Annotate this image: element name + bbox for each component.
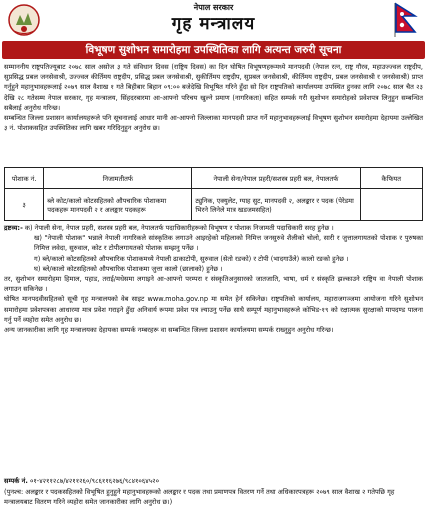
ministry-title: गृह मन्त्रालय xyxy=(171,14,256,34)
contact-line xyxy=(4,476,423,486)
table-header-remarks: कैफियत xyxy=(360,168,422,189)
notice-paragraph-1: सम्माननीय राष्ट्रपतिज्यूबाट २०७८ साल असोज ३ गते संविधान दिवस (राष्ट्रिय दिवस) का दिन घोषित विभूषणहरूमध्ये मानपदवी (नेपाल रत्न, राष्ट्र गौरव, महाउज्ज्वल राष्ट्रदीप, सुप्रसिद्ध प्रबल जनसेवाश्री, उज्ज्वल कीर्तिमय राष्ट्रदीप, प्रसिद्ध प्रबल जनसेवाश्री, सुकीर्तिमय राष्ट्रदीप, सुप्रबल जनसेवाश्री, कीर्तिमय राष्ट्रदीप, प्रबल जनसेवाश्री र जनसेवाश्री) प्राप्त गर्नुहुने महानुभावहरूलाई २०७९ साल वैशाख १ गते बिहीबार बिहान ०९:०० बजेदेखि विभूषित गरिने हुँदा सो दिन राष्ट्रपतिको कार्यालयमा उपस्थित हुनका लागि २०७८ साल चैत २३ देखि २८ गतेसम्म नेपाल सरकार, गृह मन्त्रालय, सिंहदरबारमा आ-आफ्नो परिचय खुल्ने प्रमाण (नागरिकता) सहित सम्पर्क गरी सुशोभन समारोहको प्रवेशपत्र लिनुहुन सम्बन्धित सबैलाई अनुरोध गरिन्छ। xyxy=(4,63,423,112)
notice-banner: विभूषण सुशोभन समारोहमा उपस्थितिका लागि अत्यन्त जरुरी सूचना xyxy=(2,41,425,59)
table-header-security-forces: नेपाली सेना/नेपाल प्रहरी/सशस्त्र प्रहरी बल, नेपालतर्फ xyxy=(192,168,360,189)
table-row xyxy=(5,189,423,221)
table-header-row xyxy=(5,168,423,189)
notice-paragraph-2: सम्बन्धित जिल्ला प्रशासन कार्यालयहरूले पनि सूचनालाई आधार मानी आ-आफ्नो जिल्लाका मानपदवी प्राप्त गर्ने महानुभावहरूलाई विभूषण सुशोभन समारोहमा देहायमा उल्लेखित ३ नं. पोशाकसहित उपस्थितिका लागि खबर गरिदिनुहुन अनुरोध छ। xyxy=(4,114,423,133)
note-item xyxy=(4,325,423,335)
contact-numbers: ०१-४२११२८७/४२११२६०/९८६११६२७६/९८४१०६४५२० xyxy=(29,477,160,485)
contact-label: सम्पर्क नं. xyxy=(4,477,28,485)
note-item xyxy=(4,254,423,264)
table-header-civil: निजामतीतर्फ xyxy=(44,168,192,189)
note-label: द्रष्टव्य:- xyxy=(4,224,23,232)
note-item xyxy=(4,274,423,294)
header xyxy=(0,0,427,40)
note-text: घोषित मानपदवीसहितको सूची गृह मन्त्रालयको वेब साइट www.moha.gov.np मा समेत हेर्न सकिनेछ। राष्ट्रपतिको कार्यालय, महाराजगञ्जमा आयोजना गरिने सुशोभन समारोहमा प्रवेशपत्रका आधारमा मात्र प्रवेश गराइने हुँदा अनिवार्य रूपमा प्रवेश पत्र ल्याउनु पर्नेछ साथै सम्पूर्ण महानुभावहरूले कोभिड-१९ को रक्षात्मक सुरक्षाको मापदण्ड पालना गर्नु पर्ने व्यहोरा समेत अनुरोध छ। xyxy=(4,295,423,324)
note-item xyxy=(4,233,423,253)
note-text: घ) ब्ले/कालो कोटसहितको औपचारिक पोशाकमा जुत्ता कालो (छालाको) हुनेछ । xyxy=(34,264,223,273)
note-text: ग) ब्ले/कालो कोटसहितको औपचारिक पोशाकमध्ये नेपाली ढाकाटोपी, सुरुवाल (सेतो रङको) र टोपी (भादगाउँले) कालो रङको हुनेछ । xyxy=(34,254,349,263)
table-cell-civil: ब्ले कोट/कालो कोटसहितको औपचारिक पोशाकमा पदकहरू मानपदवी २ र अलङ्कार पदकहरू xyxy=(44,189,192,221)
table-cell-security-forces: ट्युनिक, एक्युलेट, ग्याह सुट, मानपदवी २, अलङ्कार र पदक (पेरेडमा भिरने लिनेले मात्र खडजमसहित) xyxy=(192,189,360,221)
footnote: (पुनश्च: अलङ्कार र पदकसहितको विभूषित हुनुहुने महानुभावहरूको अलङ्कार र पदक तथा प्रमाणपत्र वितरण गर्ने तथा अधिकारपत्रहरू २०७९ साल वैशाख २ गतेपछि गृह मन्त्रालयबाट वितरण गरिने व्यहोरा समेत जानकारीका लागि अनुरोध छ।) xyxy=(4,488,395,506)
notice-body xyxy=(4,62,423,133)
government-label: नेपाल सरकार xyxy=(193,3,234,12)
note-item xyxy=(4,264,423,274)
nepal-flag-icon xyxy=(393,2,419,38)
table-cell-remarks xyxy=(360,189,422,221)
table-header-dress-number: पोशाक नं. xyxy=(5,168,44,189)
note-text: अन्य जानकारीका लागि गृह मन्त्रालयका देहायका सम्पर्क नम्बरहरू वा सम्बन्धित जिल्ला प्रशासन कार्यालयमा सम्पर्क राख्नुहुन अनुरोध गरिन्छ। xyxy=(4,326,334,335)
note-text: ख) "नेपाली पोशाक" भन्नाले नेपाली नागरिकले सांस्कृतिक लगाउने आइरहेको महिलाको निमित्त जनसुरुवे शैलीको चोलो, सारी र जुत्तालगायतको पोशाक र पुरुषका निमित्त लवेदा, सुरुवाल, कोट र टोपीलगायतको पोशाक सम्झनु पर्नेछ । xyxy=(34,234,423,253)
note-text: क) नेपाली सेना, नेपाल प्रहरी, सशस्त्र प्रहरी बल, नेपालतर्फ पदाधिकारीहरूको विभूषण र पोशाक निजामती पदाधिकारी सरह हुनेछ । xyxy=(24,224,334,232)
note-item xyxy=(4,294,423,325)
dress-code-table xyxy=(4,167,423,221)
note-text: तर, सुशोभन समारोहमा हिमाल, पहाड, तराई/मधेसमा लगाइने आ-आफ्नो परम्परा र संस्कृतिअनुसारको जातजाति, भाषा, धर्म र संस्कृति झल्काउने राष्ट्रिय वा नेपाली पोशाक लगाउन सकिनेछ । xyxy=(4,275,423,294)
table-cell-dress-number: ३ xyxy=(5,189,44,221)
note-item xyxy=(4,223,423,233)
notes-section xyxy=(4,223,423,335)
